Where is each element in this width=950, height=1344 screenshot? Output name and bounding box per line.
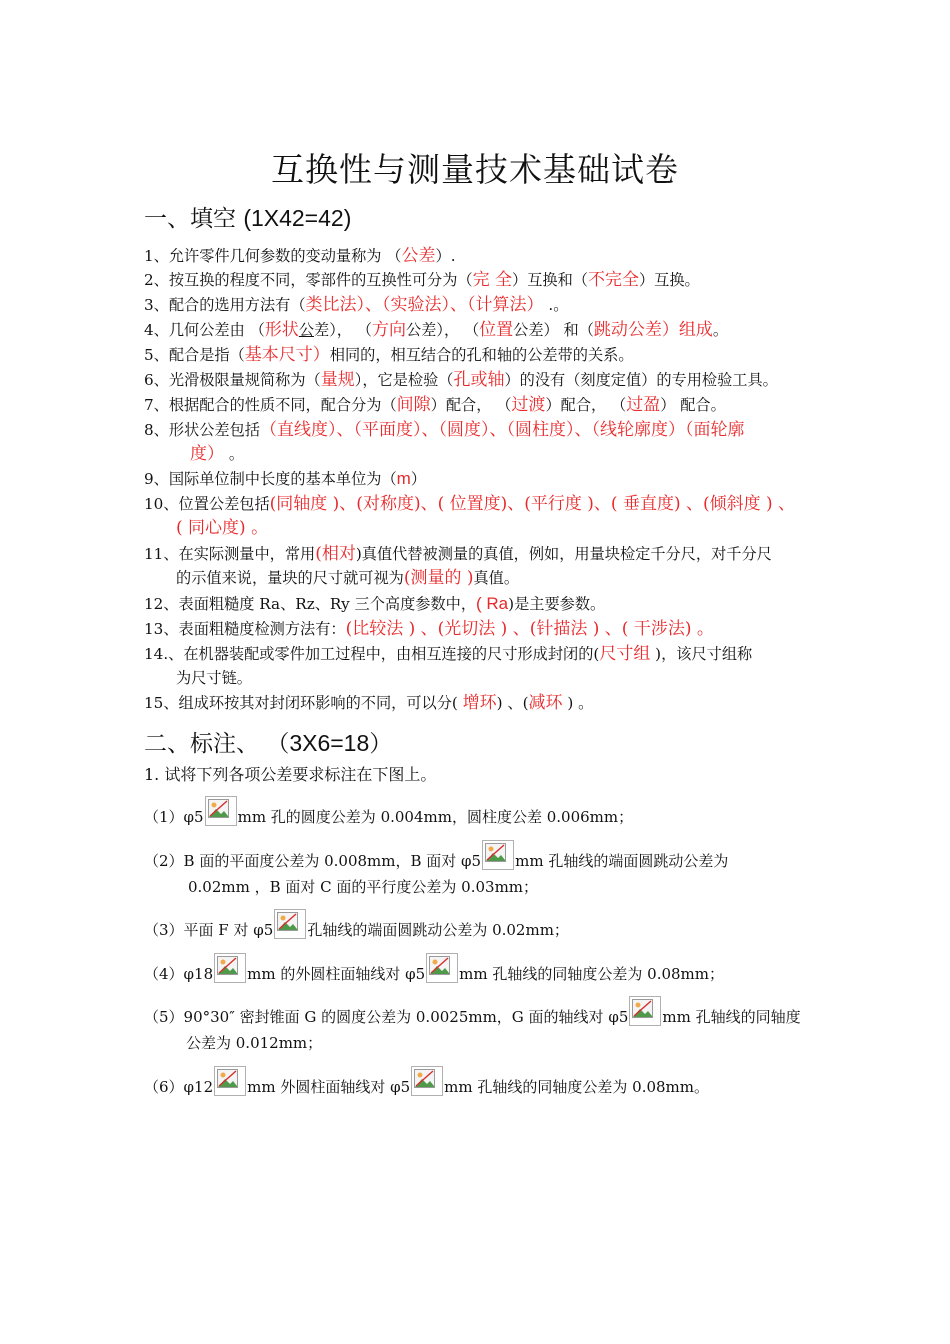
text-fragment: 4、几何公差由 （ bbox=[144, 321, 265, 339]
text-fragment: )是主要参数。 bbox=[508, 595, 606, 613]
text-fragment: 12、表面粗糙度 Ra、Rz、Ry 三个高度参数中， bbox=[144, 595, 477, 613]
text-fragment: （6）φ12 bbox=[144, 1078, 214, 1096]
section-fill-heading bbox=[144, 203, 351, 234]
section-score: （3X6=18） bbox=[266, 730, 393, 756]
question-4 bbox=[144, 318, 812, 342]
text-fragment: ）. bbox=[435, 247, 456, 265]
text-fragment: 的示值来说，量块的尺寸就可视为 bbox=[176, 569, 404, 587]
answer: ( 同心度) 。 bbox=[176, 518, 269, 538]
text-fragment: 。 bbox=[224, 445, 245, 463]
broken-image-icon bbox=[482, 840, 514, 870]
question-12 bbox=[144, 592, 812, 616]
text-fragment: .。 bbox=[543, 296, 569, 314]
text-fragment: 2、按互换的程度不同，零部件的互换性可分为（ bbox=[144, 271, 473, 289]
broken-image-icon bbox=[214, 1066, 246, 1096]
question-2 bbox=[144, 268, 812, 292]
answer: (相对 bbox=[315, 544, 356, 564]
answer: 过渡 bbox=[511, 395, 546, 415]
continuation-line bbox=[144, 516, 812, 540]
broken-image-icon bbox=[426, 953, 458, 983]
text-fragment: 公差） 和（ bbox=[513, 321, 594, 339]
text-fragment: mm 孔轴线的同轴度公差为 0.08mm。 bbox=[444, 1078, 710, 1096]
answer: 度） bbox=[190, 444, 224, 464]
question-7 bbox=[144, 393, 812, 417]
text-fragment: 1、允许零件几何参数的变动量称为 （ bbox=[144, 247, 402, 265]
answer: 量规 bbox=[320, 370, 355, 390]
answer: 类比法）、（实验法）、（计算法） bbox=[305, 295, 544, 315]
question-6 bbox=[144, 368, 812, 392]
answer: 基本尺寸） bbox=[244, 345, 330, 365]
answer: 完 全 bbox=[472, 270, 513, 290]
text-fragment: 公 bbox=[298, 321, 314, 339]
text-fragment: 15、组成环按其对封闭环影响的不同，可以分( bbox=[144, 694, 463, 712]
mark-item-3 bbox=[144, 909, 812, 943]
text-fragment: mm 的外圆柱面轴线对 φ5 bbox=[247, 965, 426, 983]
question-11 bbox=[144, 542, 812, 590]
answer: 间隙 bbox=[396, 395, 431, 415]
broken-image-icon bbox=[274, 909, 306, 939]
text-fragment: 11、在实际测量中，常用 bbox=[144, 545, 316, 563]
text-fragment: ）配合， （ bbox=[430, 396, 512, 414]
text-fragment: （2）B 面的平面度公差为 0.008mm，B 面对 φ5 bbox=[144, 852, 482, 870]
question-8 bbox=[144, 418, 812, 466]
text-fragment: 相同的，相互结合的孔和轴的公差带的关系。 bbox=[329, 346, 634, 364]
section-label: 二、标注、 bbox=[144, 731, 267, 757]
text-fragment: （1）φ5 bbox=[144, 808, 204, 826]
question-10 bbox=[144, 492, 812, 540]
answer: 方向 bbox=[371, 320, 406, 340]
answer: 形状 bbox=[264, 320, 299, 340]
answer: 增环 bbox=[462, 693, 497, 713]
text-fragment: ) 。 bbox=[562, 694, 594, 712]
mark-item-6 bbox=[144, 1066, 812, 1100]
text-fragment: ）配合， （ bbox=[545, 396, 627, 414]
text-fragment: （4）φ18 bbox=[144, 965, 214, 983]
text-fragment: 13、表面粗糙度检测方法有： bbox=[144, 620, 346, 638]
mark-item-1 bbox=[144, 796, 812, 830]
answer: 尺寸组 bbox=[599, 644, 651, 664]
text-fragment: 公差为 0.012mm； bbox=[186, 1034, 323, 1052]
answer: 位置 bbox=[479, 320, 514, 340]
continuation-line bbox=[144, 666, 812, 690]
section-mark-heading bbox=[144, 728, 392, 759]
answer: m bbox=[396, 469, 411, 488]
question-9 bbox=[144, 467, 812, 491]
section-label: 一、填空 bbox=[144, 206, 244, 232]
broken-image-icon bbox=[411, 1066, 443, 1096]
mark-item-4 bbox=[144, 953, 812, 987]
text-fragment: 。 bbox=[712, 321, 729, 339]
answer: (比较法 ) 、(光切法 ) 、(针描法 ) 、( 干涉法) 。 bbox=[345, 619, 714, 639]
text-fragment: )，该尺寸组称 bbox=[650, 645, 753, 663]
answer: 孔或轴 bbox=[453, 370, 505, 390]
text-fragment: mm 孔轴线的同轴度 bbox=[662, 1008, 801, 1026]
continuation-line bbox=[144, 874, 812, 900]
answer: 不完全 bbox=[587, 270, 639, 290]
answer: （直线度）、（平面度）、（圆度）、（圆柱度）、（线轮廓度）（面轮廓 bbox=[259, 420, 745, 440]
question-5 bbox=[144, 343, 812, 367]
text-fragment: 14.、在机器装配或零件加工过程中，由相互连接的尺寸形成封闭的( bbox=[144, 645, 600, 663]
text-fragment: ) 、( bbox=[496, 694, 529, 712]
mark-item-2 bbox=[144, 840, 812, 900]
text-fragment: 8、形状公差包括 bbox=[144, 421, 260, 439]
text-fragment: （3）平面 F 对 φ5 bbox=[144, 921, 274, 939]
mark-item-5 bbox=[144, 996, 812, 1056]
text-fragment: 10、位置公差包括 bbox=[144, 495, 270, 513]
text-fragment: ）互换和（ bbox=[512, 271, 588, 289]
answer: ( Ra bbox=[476, 594, 509, 613]
continuation-line bbox=[144, 566, 812, 590]
text-fragment: mm 外圆柱面轴线对 φ5 bbox=[247, 1078, 411, 1096]
text-fragment: ）互换。 bbox=[638, 271, 700, 289]
text-fragment: ）的没有（刻度定值）的专用检验工具。 bbox=[504, 371, 778, 389]
text-fragment: 真值。 bbox=[473, 569, 520, 587]
text-fragment: mm 孔轴线的端面圆跳动公差为 bbox=[515, 852, 729, 870]
text-fragment: 7、根据配合的性质不同，配合分为（ bbox=[144, 396, 397, 414]
broken-image-icon bbox=[629, 996, 661, 1026]
text-fragment: 3、配合的选用方法有（ bbox=[144, 296, 306, 314]
text-fragment: )真值代替被测量的真值，例如，用量块检定千分尺，对千分尺 bbox=[355, 545, 772, 563]
question-14 bbox=[144, 642, 812, 690]
text-fragment: ） 配合。 bbox=[660, 396, 726, 414]
broken-image-icon bbox=[205, 796, 237, 826]
answer: 公差 bbox=[401, 246, 436, 266]
text-fragment: 公差）， （ bbox=[405, 321, 480, 339]
question-1 bbox=[144, 244, 812, 268]
text-fragment: （5）90°30″ 密封锥面 G 的圆度公差为 0.0025mm，G 面的轴线对 φ5 bbox=[144, 1008, 629, 1026]
answer: 减环 bbox=[528, 693, 563, 713]
continuation-line bbox=[144, 1030, 812, 1056]
page-title: 互换性与测量技术基础试卷 bbox=[271, 150, 679, 189]
text-fragment: ），它是检验（ bbox=[354, 371, 454, 389]
text-fragment: mm 孔的圆度公差为 0.004mm，圆柱度公差 0.006mm； bbox=[237, 808, 634, 826]
text-fragment: 5、配合是指（ bbox=[144, 346, 245, 364]
answer: (测量的 ) bbox=[403, 568, 474, 588]
answer: 过盈 bbox=[626, 395, 661, 415]
text-fragment: 差）， （ bbox=[314, 321, 372, 339]
question-13 bbox=[144, 617, 812, 641]
broken-image-icon bbox=[214, 953, 246, 983]
mark-intro: 1. 试将下列各项公差要求标注在下图上。 bbox=[144, 765, 437, 784]
question-15 bbox=[144, 691, 812, 715]
continuation-line bbox=[144, 442, 812, 466]
text-fragment: 6、光滑极限量规简称为（ bbox=[144, 371, 321, 389]
text-fragment: mm 孔轴线的同轴度公差为 0.08mm； bbox=[459, 965, 725, 983]
text-fragment: ） bbox=[410, 470, 427, 488]
answer: (同轴度 )、(对称度)、( 位置度)、(平行度 )、( 垂直度) 、(倾斜度 ) 、 bbox=[269, 494, 796, 514]
text-fragment: 9、国际单位制中长度的基本单位为（ bbox=[144, 470, 397, 488]
text-fragment: 0.02mm ，B 面对 C 面的平行度公差为 0.03mm； bbox=[188, 878, 539, 896]
text-fragment: 为尺寸链。 bbox=[176, 669, 252, 687]
section-score: (1X42=42) bbox=[243, 205, 352, 231]
question-3 bbox=[144, 293, 812, 317]
answer: 跳动公差）组成 bbox=[593, 320, 713, 340]
text-fragment: 孔轴线的端面圆跳动公差为 0.02mm； bbox=[307, 921, 569, 939]
